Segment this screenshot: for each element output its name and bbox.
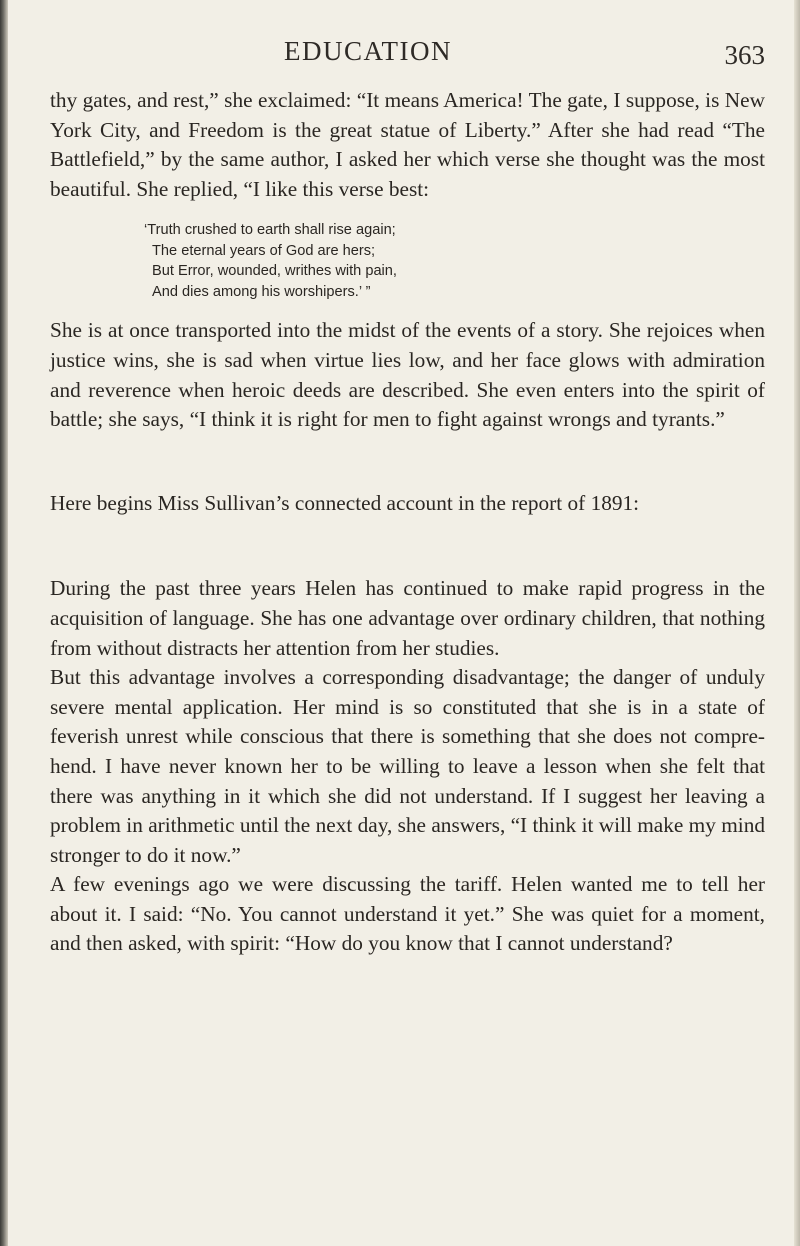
- paragraph-story: She is at once transported into the midst of the events of a story. She rejoices when justice wins, she is sad when virtue lies low, and her face glows with admiration and reverence when heroic deeds are described. She even enters into the spirit of battle; she says, “I think it is right for men to fight against wrongs and tyrants.”: [50, 318, 765, 432]
- running-head: [50, 36, 765, 86]
- section-gap: [50, 435, 765, 489]
- paragraph-intro: thy gates, and rest,” she exclaimed: “It means America! The gate, I suppose, is New York City, and Freedom is the great statue of Liberty.” After she had read “The Battlefield,” by the same author, I asked her which verse she thought was the most beautiful. She replied, “I like this verse best:: [50, 88, 765, 201]
- section-gap: [50, 518, 765, 574]
- poem-line: But Error, wounded, writhes with pain,: [152, 263, 397, 280]
- paragraph-disadvantage: But this advantage involves a corresponding disadvantage; the danger of unduly severe mental application. Her mind is so constituted that she is in a state of feverish unrest while conscious that there is something that she does not compre-hend. I have never known her to be willing to leave a lesson when she felt that there was anything in it which she did not understand. If I suggest her leaving a problem in arithmetic until the next day, she answers, “I think it will make my mind stronger to do it now.”: [50, 665, 765, 867]
- page-left-edge: [0, 0, 8, 1246]
- poem-line: And dies among his worshipers.’ ”: [152, 283, 371, 300]
- poem-quote: [144, 220, 765, 302]
- page-number: 363: [724, 40, 765, 70]
- poem-line: The eternal years of God are hers;: [152, 242, 376, 259]
- page-right-edge: [794, 0, 800, 1246]
- paragraph-progress: During the past three years Helen has continued to make rapid progress in the acquisition of language. She has one advantage over ordinary children, that nothing from without distracts her attention from her studies.: [50, 576, 765, 660]
- paragraph-report-intro: Here begins Miss Sullivan’s connected account in the report of 1891:: [50, 490, 640, 515]
- chapter-title: EDUCATION: [284, 36, 452, 66]
- paragraph-tariff: A few evenings ago we were discussing the tariff. Helen wanted me to tell her about it. I said: “No. You cannot understand it yet.” She was quiet for a moment, and then asked, with spirit: “How do you know that I cannot understand?: [50, 872, 765, 956]
- book-page: [50, 36, 765, 959]
- poem-line: ‘Truth crushed to earth shall rise again;: [144, 222, 396, 239]
